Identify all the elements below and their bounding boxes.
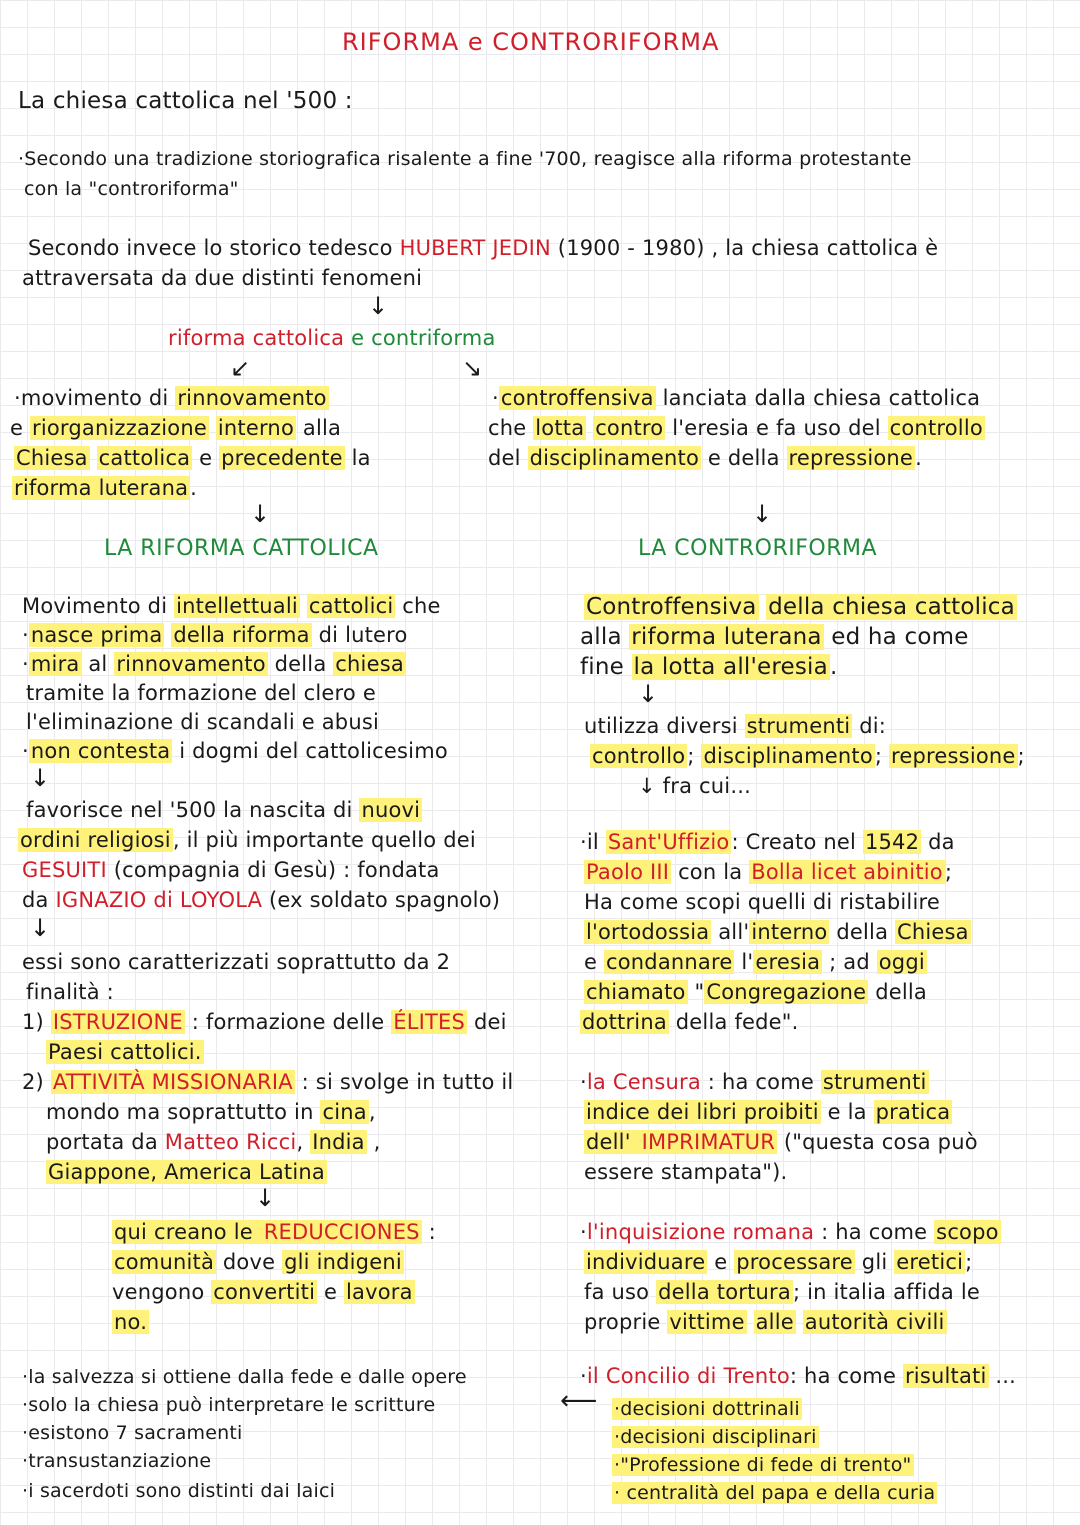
cr-line-17: essere stampata"). (584, 1160, 788, 1184)
jedin-line-2: attraversata da due distinti fenomeni (22, 266, 423, 290)
arrow-down-left-icon: ↙ (230, 354, 251, 382)
cr-line-2: alla riforma luterana ed ha come (580, 624, 969, 650)
cr-line-15: indice dei libri proibiti e la pratica (586, 1100, 951, 1124)
page-title (342, 30, 719, 54)
arrow-down-right-icon: ↘ (462, 354, 483, 382)
cr-line-5: controllo; disciplinamento; repressione; (592, 744, 1025, 768)
split-line: riforma cattolica e contriforma (168, 326, 496, 350)
intro-line-1: ·Secondo una tradizione storiografica risalente a fine '700, reagisce alla riforma protestante (18, 148, 912, 170)
cr-line-8: Paolo III con la Bolla licet abinitio; (586, 860, 953, 884)
rc-line-20: comunità dove gli indigeni (114, 1250, 402, 1274)
rc-line-4: tramite la formazione del clero e (26, 681, 376, 705)
rc-line-16: mondo ma soprattutto in cina, (46, 1100, 376, 1124)
jedin-name: HUBERT JEDIN (399, 236, 551, 260)
rc-line-13: 1) ISTRUZIONE : formazione delle ÉLITES dei (22, 1010, 507, 1034)
cr-line-22: ·il Concilio di Trento: ha come risultati ... (580, 1364, 1017, 1388)
cr-line-26: · centralità del papa e della curia (614, 1482, 936, 1504)
rc-line-5: l'eliminazione di scandali e abusi (26, 710, 380, 734)
arrow-down-icon: ↓ (30, 914, 51, 942)
rc-line-21: vengono convertiti e lavora (112, 1280, 413, 1304)
arrow-down-icon: ↓ (752, 500, 773, 528)
cr-line-4: utilizza diversi strumenti di: (584, 714, 887, 738)
title-part-1: RIFORMA (342, 28, 460, 56)
cr-line-3: fine la lotta all'eresia. (580, 654, 838, 680)
cr-line-10: l'ortodossia all'interno della Chiesa (586, 920, 969, 944)
rc-line-1: Movimento di intellettuali cattolici che (22, 594, 441, 618)
cr-line-13: dottrina della fede". (582, 1010, 799, 1034)
title-part-3: CONTRORIFORMA (492, 28, 720, 56)
cr-line-23: ·decisioni dottrinali (614, 1398, 800, 1420)
arrow-left-icon: ⟵ (560, 1386, 598, 1416)
cr-line-24: ·decisioni disciplinari (614, 1426, 817, 1448)
rc-line-3: ·mira al rinnovamento della chiesa (22, 652, 404, 676)
section-title-riforma-cattolica: LA RIFORMA CATTOLICA (104, 536, 379, 561)
intro-heading: La chiesa cattolica nel '500 : (18, 88, 353, 114)
doctrine-line-4: ·transustanziazione (22, 1450, 212, 1472)
rc-line-9: GESUITI (compagnia di Gesù) : fondata (22, 858, 440, 882)
rc-line-14: Paesi cattolici. (48, 1040, 202, 1064)
rc-line-17: portata da Matteo Ricci, India , (46, 1130, 381, 1154)
rc-line-12: finalità : (26, 980, 114, 1004)
doctrine-line-2: ·solo la chiesa può interpretare le scritture (22, 1394, 436, 1416)
rc-line-10: da IGNAZIO di LOYOLA (ex soldato spagnolo) (22, 888, 501, 912)
cr-line-1: Controffensiva della chiesa cattolica (586, 594, 1015, 620)
doctrine-line-3: ·esistono 7 sacramenti (22, 1422, 243, 1444)
right-def-line-3: del disciplinamento e della repressione. (488, 446, 922, 470)
cr-line-12: chiamato "Congregazione della (586, 980, 927, 1004)
rc-line-15: 2) ATTIVITÀ MISSIONARIA : si svolge in tutto il (22, 1070, 514, 1094)
cr-line-16: dell' IMPRIMATUR ("questa cosa può (586, 1130, 978, 1154)
intro-line-2: con la "controriforma" (24, 178, 239, 200)
rc-line-11: essi sono caratterizzati soprattutto da 2 (22, 950, 451, 974)
rc-line-8: ordini religiosi, il più importante quello dei (20, 828, 476, 852)
doctrine-line-1: ·la salvezza si ottiene dalla fede e dalle opere (22, 1366, 467, 1388)
arrow-down-icon: ↓ (250, 500, 271, 528)
right-def-line-2: che lotta contro l'eresia e fa uso del controllo (488, 416, 983, 440)
cr-line-25: ·"Professione di fede di trento" (614, 1454, 912, 1476)
cr-line-20: fa uso della tortura; in italia affida le (584, 1280, 980, 1304)
arrow-down-icon: ↓ (368, 292, 389, 320)
arrow-down-icon: ↓ (255, 1184, 276, 1212)
arrow-down-icon: ↓ (638, 680, 659, 708)
right-def-line-1: ·controffensiva lanciata dalla chiesa cattolica (492, 386, 981, 410)
rc-line-18: Giappone, America Latina (48, 1160, 325, 1184)
cr-line-18: ·l'inquisizione romana : ha come scopo (580, 1220, 999, 1244)
cr-line-14: ·la Censura : ha come strumenti (580, 1070, 927, 1094)
title-part-2: e (467, 28, 484, 56)
doctrine-line-5: ·i sacerdoti sono distinti dai laici (22, 1480, 336, 1502)
cr-line-7: ·il Sant'Uffizio: Creato nel 1542 da (580, 830, 955, 854)
cr-line-21: proprie vittime alle autorità civili (584, 1310, 945, 1334)
cr-line-6: ↓ fra cui... (638, 774, 751, 798)
cr-line-19: individuare e processare gli eretici; (586, 1250, 973, 1274)
cr-line-11: e condannare l'eresia ; ad oggi (584, 950, 925, 974)
cr-line-9: Ha come scopi quelli di ristabilire (584, 890, 940, 914)
rc-line-19: qui creano le REDUCCIONES : (114, 1220, 436, 1244)
jedin-line: Secondo invece lo storico tedesco HUBERT JEDIN (1900 - 1980) , la chiesa cattolica è (28, 236, 939, 260)
rc-line-6: ·non contesta i dogmi del cattolicesimo (22, 739, 448, 763)
left-def-line-3: Chiesa cattolica e precedente la (16, 446, 371, 470)
left-def-line-2: e riorganizzazione interno alla (10, 416, 342, 440)
rc-line-22: no. (114, 1310, 148, 1334)
left-def-line-4: riforma luterana. (14, 476, 198, 500)
section-title-controriforma: LA CONTRORIFORMA (638, 536, 878, 561)
left-def-line-1: ·movimento di rinnovamento (14, 386, 327, 410)
rc-line-7: favorisce nel '500 la nascita di nuovi (26, 798, 421, 822)
rc-line-2: ·nasce prima della riforma di lutero (22, 623, 408, 647)
arrow-down-icon: ↓ (30, 764, 51, 792)
